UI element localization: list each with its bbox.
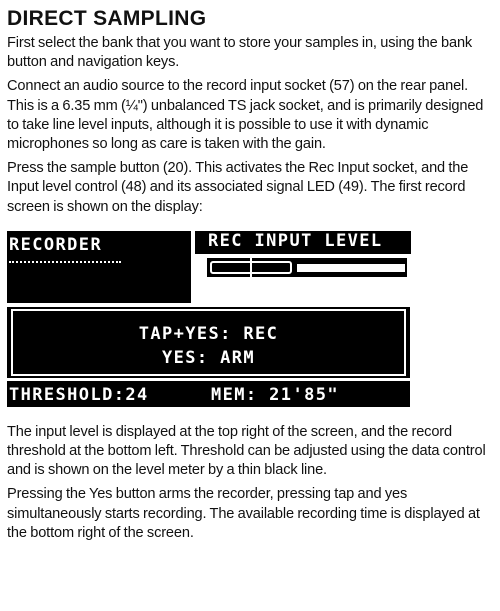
memory-readout: MEM: 21'85" xyxy=(211,384,339,405)
display-title-recorder: RECORDER xyxy=(9,234,103,255)
input-level-meter xyxy=(207,258,407,277)
record-screen-display xyxy=(7,231,410,407)
paragraph-select-bank: First select the bank that you want to store your samples in, using the bank button and navigation keys. xyxy=(7,35,473,71)
manual-page xyxy=(7,6,495,548)
section-heading: DIRECT SAMPLING xyxy=(7,7,207,30)
threshold-marker xyxy=(250,258,252,277)
instruction-tap-yes-rec: TAP+YES: REC xyxy=(138,323,279,344)
meter-level-bar xyxy=(297,264,405,272)
instruction-yes-arm: YES: ARM xyxy=(161,347,256,368)
paragraph-arm-recorder: Pressing the Yes button arms the recorder, pressing tap and yes simultaneously starts recording. The available recording time is displayed at the bottom right of the screen. xyxy=(7,486,480,541)
threshold-readout: THRESHOLD:24 xyxy=(9,384,149,405)
divider-top xyxy=(7,303,410,307)
paragraph-connect-source: Connect an audio source to the record input socket (57) on the rear panel. This is a 6.35 mm (¼") unbalanced TS jack socket, and is primarily designed to take line level inputs, although it is possible to use it with dynamic microphones so long as care is taken with the gain. xyxy=(7,78,484,153)
paragraph-input-level: The input level is displayed at the top right of the screen, and the record threshold at the bottom left. Threshold can be adjusted using the data control and is shown on the level meter by a thin black line. xyxy=(7,423,486,479)
divider-bottom xyxy=(7,378,410,381)
title-underline xyxy=(9,261,121,263)
paragraph-press-sample: Press the sample button (20). This activates the Rec Input socket, and the Input level control (48) and its associated signal LED (49). The first record screen is shown on the display: xyxy=(7,160,469,215)
display-title-input-level: REC INPUT LEVEL xyxy=(208,230,383,251)
